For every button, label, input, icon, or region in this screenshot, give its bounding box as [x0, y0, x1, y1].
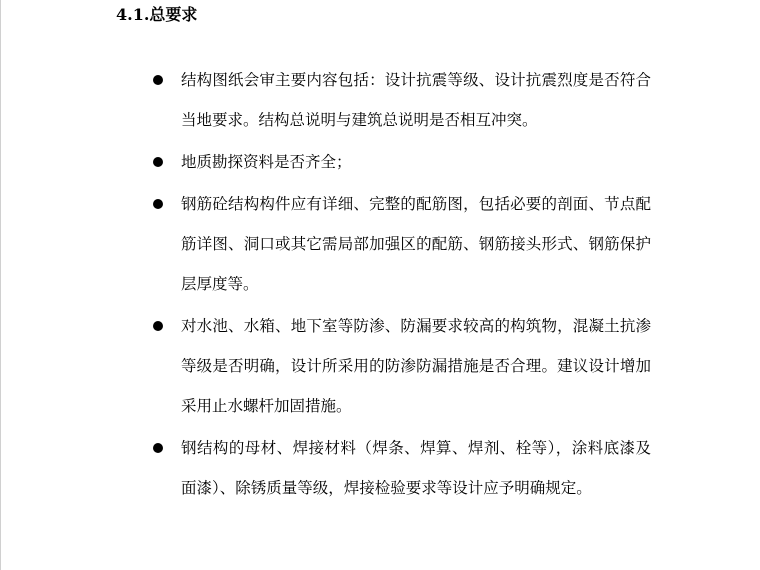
list-item-text: 钢筋砼结构构件应有详细、完整的配筋图，包括必要的剖面、节点配筋详图、洞口或其它需局部加强区的配筋、钢筋接头形式、钢筋保护层厚度等。	[181, 195, 651, 293]
bullet-icon	[153, 157, 163, 167]
list-item-text: 地质勘探资料是否齐全；	[181, 153, 352, 171]
list-item	[153, 184, 651, 304]
bullet-icon	[153, 199, 163, 209]
requirements-list	[153, 60, 651, 508]
list-item	[153, 60, 651, 140]
list-item-text: 结构图纸会审主要内容包括：设计抗震等级、设计抗震烈度是否符合当地要求。结构总说明与建筑总说明是否相互冲突。	[181, 71, 651, 129]
bullet-icon	[153, 75, 163, 85]
list-item	[153, 142, 651, 182]
list-item-text: 对水池、水箱、地下室等防渗、防漏要求较高的构筑物，混凝土抗渗等级是否明确，设计所采用的防渗防漏措施是否合理。建议设计增加采用止水螺杆加固措施。	[181, 317, 651, 415]
bullet-icon	[153, 443, 163, 453]
list-item	[153, 306, 651, 426]
bullet-icon	[153, 321, 163, 331]
list-item	[153, 428, 651, 508]
section-heading: 4.1.总要求	[116, 5, 198, 24]
list-item-text: 钢结构的母材、焊接材料（焊条、焊算、焊剂、栓等），涂料底漆及面漆）、除锈质量等级，焊接检验要求等设计应予明确规定。	[181, 439, 651, 497]
